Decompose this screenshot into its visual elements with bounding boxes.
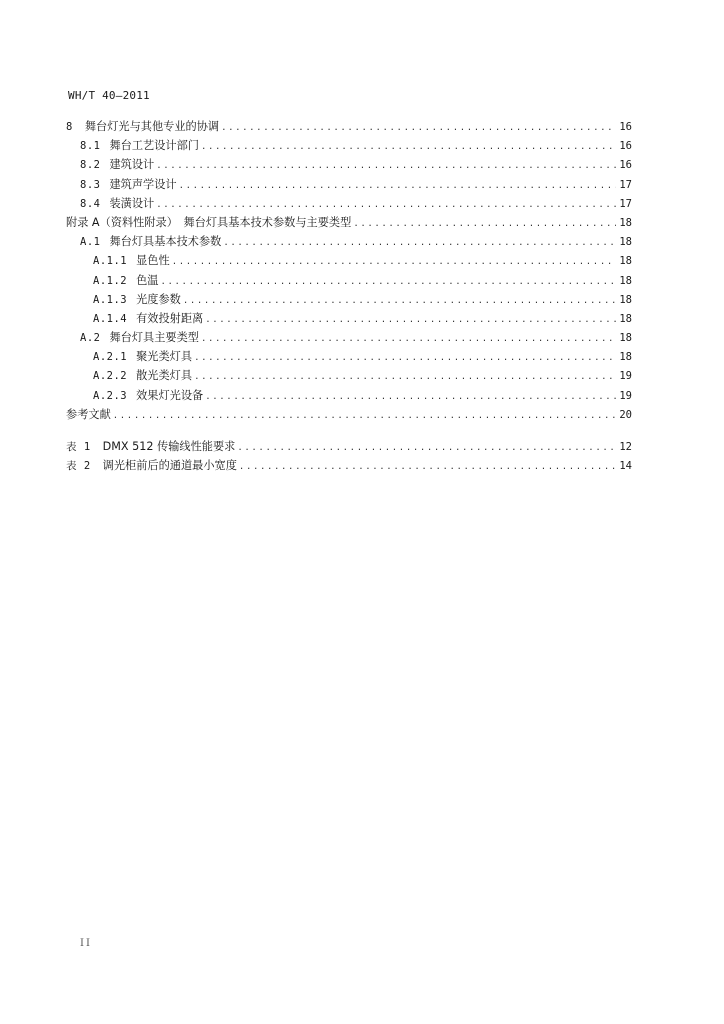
toc-entry-number: A.1.1 bbox=[93, 255, 128, 268]
toc-entry-title: 散光类灯具 bbox=[136, 369, 193, 383]
toc-dot-leader bbox=[205, 388, 616, 407]
toc-entry-page: 16 bbox=[619, 159, 632, 172]
toc-entry-title: 聚光类灯具 bbox=[136, 350, 193, 364]
toc-entry-page: 14 bbox=[619, 460, 632, 473]
toc-entry-page: 18 bbox=[619, 293, 632, 306]
toc-entry[interactable] bbox=[66, 309, 632, 328]
toc-entry-title: 附录 A（资料性附录） 舞台灯具基本技术参数与主要类型 bbox=[66, 215, 352, 229]
toc-entry-title: 舞台灯具基本技术参数 bbox=[109, 235, 222, 249]
toc-entry-page: 20 bbox=[619, 408, 632, 421]
toc-entry-page: 18 bbox=[619, 274, 632, 287]
toc-entry-page: 18 bbox=[619, 216, 632, 229]
toc-entry-page: 18 bbox=[619, 312, 632, 325]
toc-entry-number: A.2.1 bbox=[93, 351, 128, 364]
toc-dot-leader bbox=[239, 458, 616, 477]
toc-dot-leader bbox=[179, 177, 616, 196]
toc-entry-page: 17 bbox=[619, 197, 632, 210]
toc-entry-title: 效果灯光设备 bbox=[136, 388, 204, 402]
toc-entry-title: DMX 512 传输线性能要求 bbox=[102, 440, 236, 453]
toc-entry-title: 舞台灯光与其他专业的协调 bbox=[84, 120, 220, 133]
toc-dot-leader bbox=[161, 273, 617, 292]
toc-dot-leader bbox=[113, 407, 616, 426]
toc-entry-number: A.1 bbox=[80, 236, 101, 249]
toc-entry[interactable] bbox=[66, 136, 632, 155]
toc-entry-page: 18 bbox=[619, 236, 632, 249]
toc-entry[interactable] bbox=[66, 456, 632, 475]
toc-entry-number: 8 bbox=[66, 121, 73, 133]
toc-entry-number: 8.4 bbox=[80, 197, 101, 210]
toc-entry[interactable] bbox=[66, 155, 632, 174]
toc-entry-title: 参考文献 bbox=[66, 407, 111, 421]
toc-entry-page: 17 bbox=[619, 178, 632, 191]
toc-entry-page: 12 bbox=[619, 441, 632, 453]
toc-entry-page: 19 bbox=[619, 370, 632, 383]
toc-entry[interactable] bbox=[66, 213, 632, 232]
toc-entry-title: 建筑声学设计 bbox=[109, 177, 177, 191]
toc-dot-leader bbox=[172, 253, 616, 272]
toc-entry[interactable] bbox=[66, 437, 632, 456]
toc-entry[interactable] bbox=[66, 175, 632, 194]
toc-entry-page: 18 bbox=[619, 351, 632, 364]
toc-entry-number: 表 2 bbox=[66, 460, 91, 473]
toc-dot-leader bbox=[201, 138, 616, 157]
toc-entry-title: 色温 bbox=[136, 273, 159, 287]
toc-entry[interactable] bbox=[66, 405, 632, 424]
toc-entry-title: 舞台灯具主要类型 bbox=[109, 331, 199, 345]
toc-entry-number: A.1.2 bbox=[93, 274, 128, 287]
toc-dot-leader bbox=[183, 292, 616, 311]
toc-entry[interactable] bbox=[66, 347, 632, 366]
toc-entry-number: 8.3 bbox=[80, 178, 101, 191]
toc-dot-leader bbox=[194, 368, 616, 387]
toc-dot-leader bbox=[221, 119, 616, 138]
toc-dot-leader bbox=[223, 234, 616, 253]
toc-entry[interactable] bbox=[66, 290, 632, 309]
toc-entry-number: 8.2 bbox=[80, 159, 101, 172]
toc-dot-leader bbox=[237, 439, 616, 458]
table-of-contents bbox=[66, 117, 632, 475]
toc-entry-number: A.2.3 bbox=[93, 389, 128, 402]
toc-entry-title: 显色性 bbox=[136, 254, 170, 268]
toc-entry[interactable] bbox=[66, 386, 632, 405]
toc-entry-number: 表 1 bbox=[66, 441, 91, 453]
toc-entry-title: 调光柜前后的通道最小宽度 bbox=[102, 459, 237, 473]
toc-entry[interactable] bbox=[66, 194, 632, 213]
toc-entry-title: 舞台工艺设计部门 bbox=[109, 139, 199, 153]
page-number: II bbox=[80, 938, 92, 949]
toc-dot-leader bbox=[194, 349, 616, 368]
toc-entry[interactable] bbox=[66, 271, 632, 290]
toc-entry-number: A.2 bbox=[80, 332, 101, 345]
toc-entry-title: 建筑设计 bbox=[109, 158, 155, 172]
toc-entry-page: 19 bbox=[619, 389, 632, 402]
document-code: WH/T 40—2011 bbox=[68, 89, 150, 102]
toc-entry-title: 有效投射距离 bbox=[136, 311, 204, 325]
toc-dot-leader bbox=[353, 215, 616, 234]
toc-dot-leader bbox=[205, 311, 616, 330]
toc-dot-leader bbox=[156, 157, 616, 176]
toc-entry[interactable] bbox=[66, 232, 632, 251]
toc-entry-number: 8.1 bbox=[80, 140, 101, 153]
toc-entry[interactable] bbox=[66, 328, 632, 347]
toc-entry[interactable] bbox=[66, 366, 632, 385]
toc-entry-page: 18 bbox=[619, 332, 632, 345]
toc-entry-title: 光度参数 bbox=[136, 292, 181, 306]
toc-dot-leader bbox=[201, 330, 616, 349]
toc-entry-number: A.1.4 bbox=[93, 312, 128, 325]
toc-entry[interactable] bbox=[66, 117, 632, 136]
toc-entry-page: 16 bbox=[619, 121, 632, 133]
toc-entry-page: 16 bbox=[619, 140, 632, 153]
toc-entry[interactable] bbox=[66, 251, 632, 270]
toc-entry-number: A.1.3 bbox=[93, 293, 128, 306]
toc-entry-page: 18 bbox=[619, 255, 632, 268]
toc-entry-number: A.2.2 bbox=[93, 370, 128, 383]
toc-entry-title: 装潢设计 bbox=[109, 196, 155, 210]
